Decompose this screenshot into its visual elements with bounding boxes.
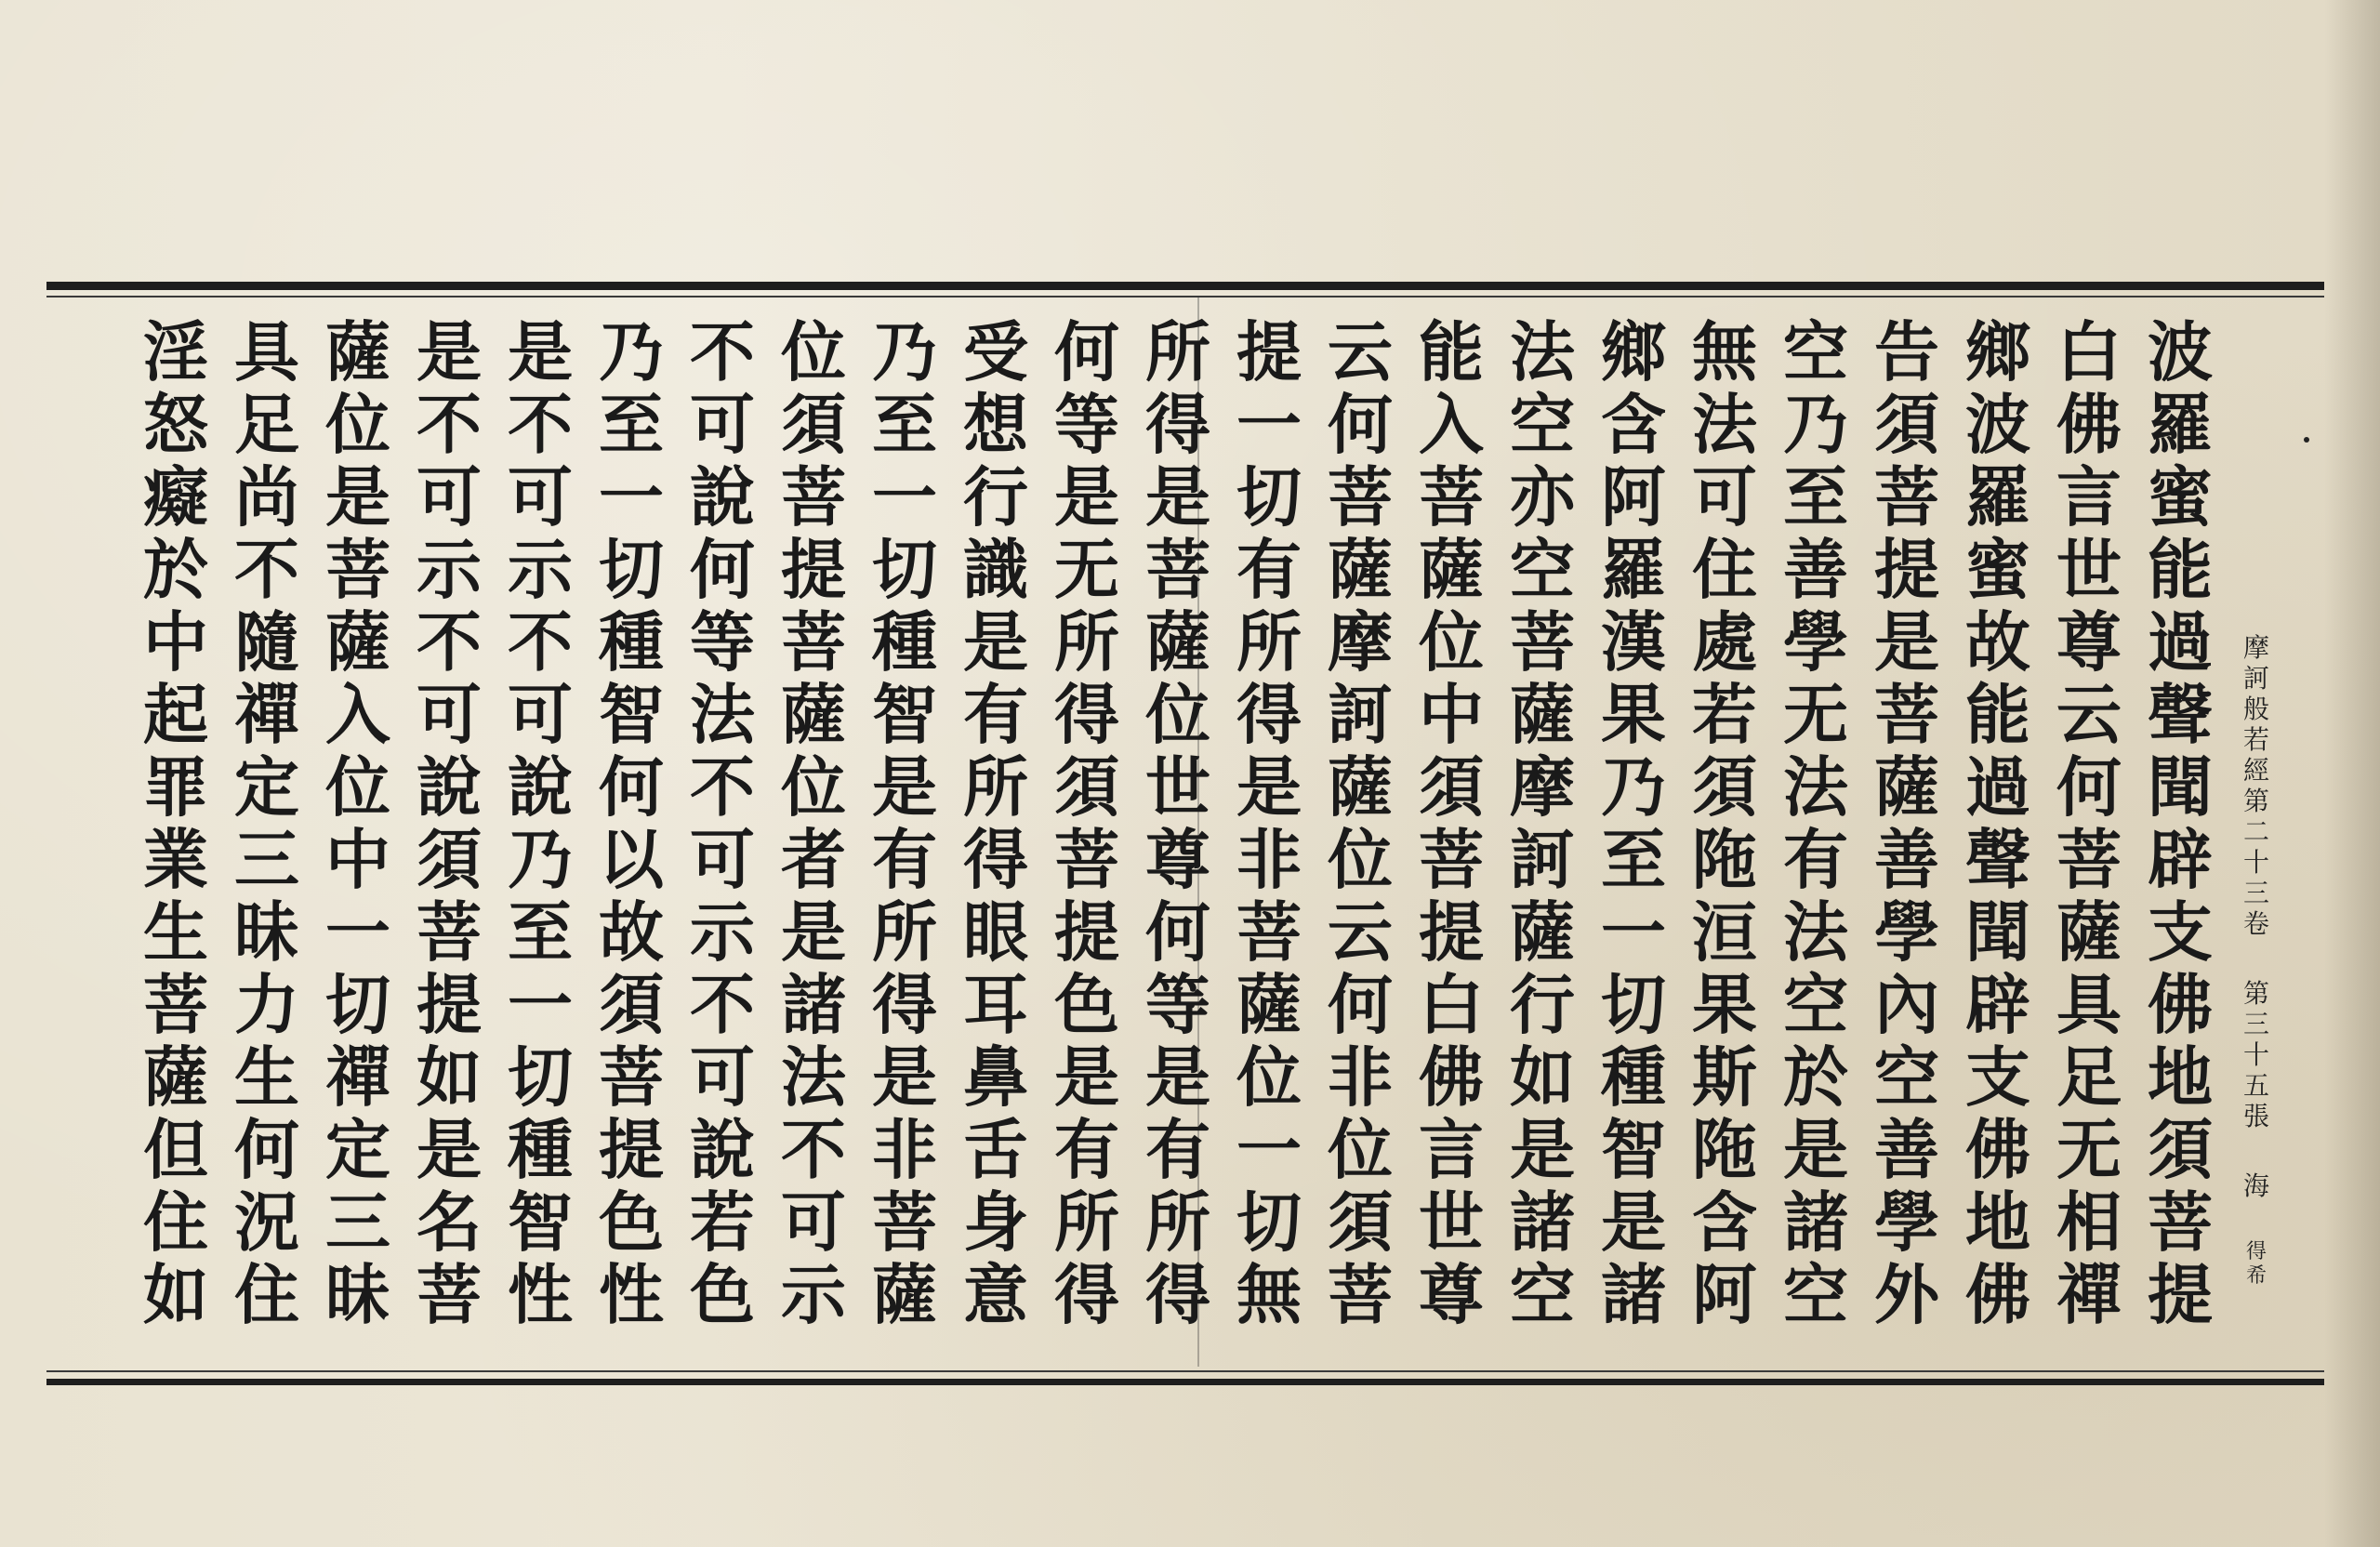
frame-top-rule [46, 296, 2324, 298]
text-column: 白 佛 言 世 尊 云 何 菩 薩 具 足 无 相 禪 [2056, 313, 2122, 1333]
text-column: 所 得 是 菩 薩 位 世 尊 何 等 是 有 所 得 [1145, 313, 1210, 1333]
text-column: 告 須 菩 提 是 菩 薩 善 學 內 空 善 學 外 [1874, 313, 1939, 1333]
text-column: 云 何 菩 薩 摩 訶 薩 位 云 何 非 位 須 菩 [1328, 313, 1393, 1333]
text-column: 是 不 可 示 不 可 說 乃 至 一 切 種 智 性 [508, 313, 573, 1333]
text-column: 波 羅 蜜 能 過 聲 聞 辟 支 佛 地 須 菩 提 [2148, 313, 2213, 1333]
text-column: 淫 怒 癡 於 中 起 罪 業 生 菩 薩 但 住 如 [143, 313, 208, 1333]
text-column: 薩 位 是 菩 薩 入 位 中 一 切 禪 定 三 昧 [325, 313, 390, 1333]
text-column: 能 入 菩 薩 位 中 須 菩 提 白 佛 言 世 尊 [1419, 313, 1484, 1333]
margin-note [2236, 632, 2277, 1289]
text-column: 乃 至 一 切 種 智 何 以 故 須 菩 提 色 性 [599, 313, 664, 1333]
margin-mark: 海 [2242, 1170, 2269, 1201]
text-column: 法 空 亦 空 菩 薩 摩 訶 薩 行 如 是 諸 空 [1510, 313, 1575, 1333]
text-column: 鄉 波 羅 蜜 故 能 過 聲 聞 辟 支 佛 地 佛 [1965, 313, 2030, 1333]
text-column: 乃 至 一 切 種 智 是 有 所 得 是 非 菩 薩 [872, 313, 937, 1333]
text-column: 位 須 菩 提 菩 薩 位 者 是 諸 法 不 可 示 [781, 313, 846, 1333]
ink-dot [2304, 437, 2309, 443]
margin-small-note: 得 希 [2245, 1240, 2267, 1288]
text-column: 何 等 是 无 所 得 須 菩 提 色 是 有 所 得 [1054, 313, 1119, 1333]
text-column: 不 可 說 何 等 法 不 可 示 不 可 說 若 色 [690, 313, 755, 1333]
text-column: 具 足 尚 不 隨 禪 定 三 昧 力 生 何 況 住 [234, 313, 299, 1333]
margin-sheet-number: 第 三 十 五 張 [2242, 978, 2269, 1131]
text-column: 提 一 切 有 所 得 是 非 菩 薩 位 一 切 無 [1236, 313, 1302, 1333]
text-column: 受 想 行 識 是 有 所 得 眼 耳 鼻 舌 身 意 [963, 313, 1028, 1333]
text-column: 是 不 可 示 不 可 說 須 菩 提 如 是 名 菩 [416, 313, 482, 1333]
text-column: 鄉 含 阿 羅 漢 果 乃 至 一 切 種 智 是 諸 [1601, 313, 1666, 1333]
margin-title: 摩 訶 般 若 經 第 二 十 三 卷 [2242, 632, 2269, 939]
text-column: 空 乃 至 善 學 无 法 有 法 空 於 是 諸 空 [1783, 313, 1848, 1333]
frame-bottom-rule [46, 1370, 2324, 1372]
text-column: 無 法 可 住 處 若 須 陁 洹 果 斯 陁 含 阿 [1692, 313, 1757, 1333]
